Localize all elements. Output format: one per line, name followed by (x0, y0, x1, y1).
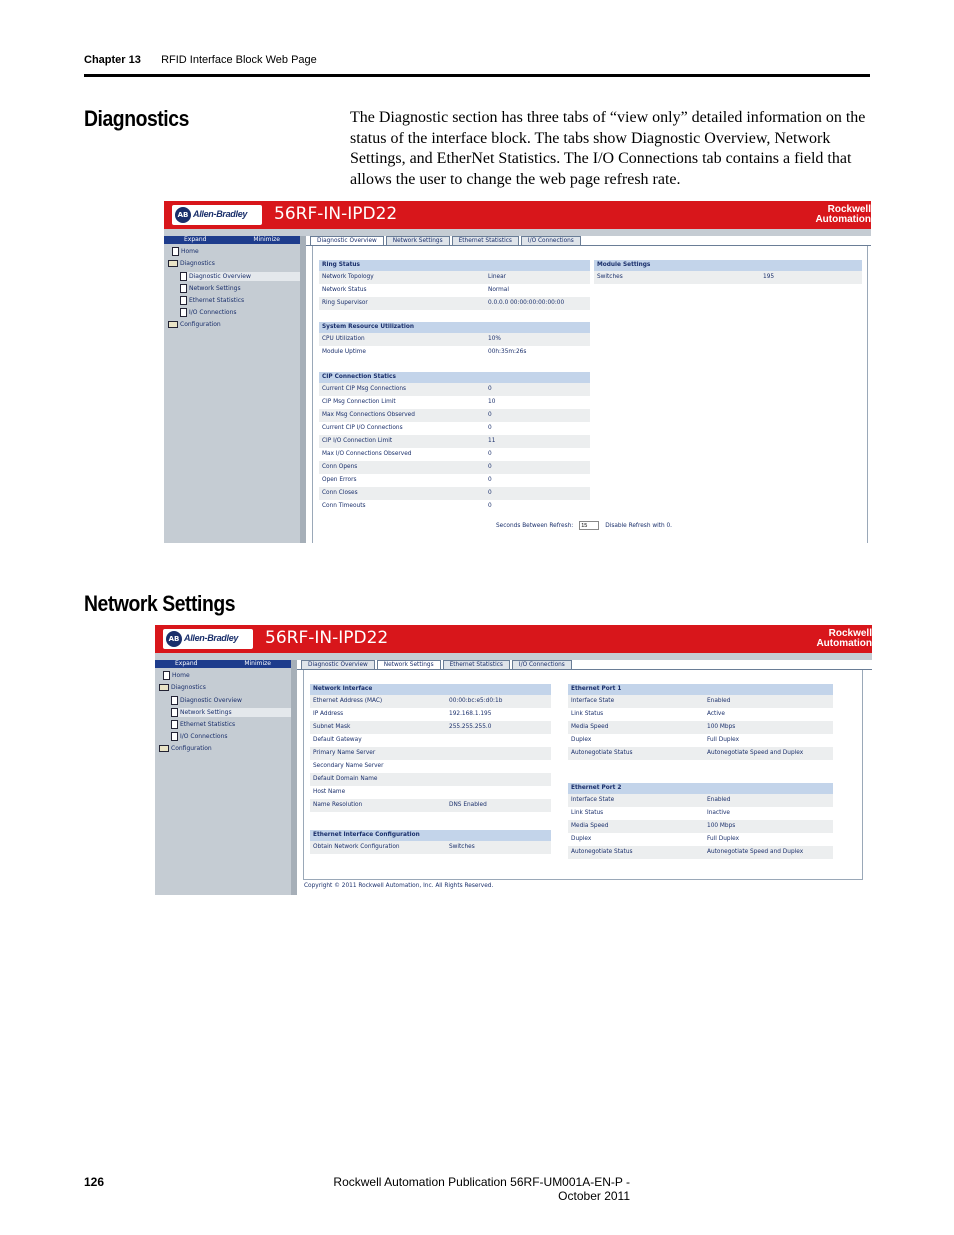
sidebar-item-home[interactable]: Home (172, 247, 199, 256)
row-label: Duplex (571, 737, 592, 743)
rockwell-logo: Rockwell Automation (815, 204, 871, 225)
table-row (310, 773, 551, 786)
expand-bar (164, 236, 300, 244)
table-row (319, 396, 590, 409)
section-title: Ring Status (319, 260, 590, 271)
section-title: Ethernet Interface Configuration (310, 830, 551, 841)
publication-info: Rockwell Automation Publication 56RF-UM001A-EN-P - October 2011 (333, 1175, 630, 1203)
refresh-input[interactable] (579, 521, 599, 530)
section-rows (319, 271, 590, 310)
table-row (319, 435, 590, 448)
banner (164, 201, 871, 229)
row-label: Current CIP Msg Connections (322, 386, 407, 392)
table-row (310, 841, 551, 854)
table-row (568, 807, 833, 820)
page-icon (172, 247, 179, 256)
interface-configuration-section (310, 830, 551, 854)
copyright-text: Copyright © 2011 Rockwell Automation, Inc. All Rights Reserved. (304, 883, 494, 889)
running-header (84, 54, 317, 66)
sidebar-item-ethernet-statistics[interactable]: Ethernet Statistics (180, 296, 244, 305)
tab-diagnostic-overview[interactable]: Diagnostic Overview (310, 236, 384, 245)
row-label: Conn Opens (322, 464, 358, 470)
table-row (319, 284, 590, 297)
row-label: CPU Utilization (322, 336, 365, 342)
row-value: 100 Mbps (707, 724, 736, 730)
page-icon (180, 272, 187, 281)
row-label: Primary Name Server (313, 750, 376, 756)
table-row (310, 708, 551, 721)
page-icon (180, 296, 187, 305)
refresh-control (496, 521, 672, 530)
table-row (594, 271, 862, 284)
cip-connection-section (319, 372, 590, 513)
table-row (319, 500, 590, 513)
row-label: Network Topology (322, 274, 374, 280)
row-value: 00h:35m:26s (488, 349, 527, 355)
tab-ethernet-statistics[interactable]: Ethernet Statistics (443, 660, 510, 669)
page-number: 126 (84, 1175, 105, 1189)
chapter-label: Chapter 13 (84, 54, 141, 66)
banner (155, 625, 872, 653)
row-label: Network Status (322, 287, 367, 293)
row-label: Current CIP I/O Connections (322, 425, 403, 431)
minimize-button[interactable]: Minimize (253, 236, 280, 243)
row-label: Max I/O Connections Observed (322, 451, 412, 457)
tab-ethernet-statistics[interactable]: Ethernet Statistics (452, 236, 519, 245)
row-value: 0 (488, 412, 492, 418)
content-area (306, 236, 871, 543)
network-settings-screenshot (155, 625, 872, 895)
row-label: Media Speed (571, 823, 609, 829)
row-value: 10 (488, 399, 496, 405)
page-icon (180, 284, 187, 293)
tab-bar (301, 660, 574, 669)
row-value: Autonegotiate Speed and Duplex (707, 750, 804, 756)
row-value: 0.0.0.0 00:00:00:00:00:00 (488, 300, 565, 306)
minimize-button[interactable]: Minimize (244, 660, 271, 667)
page-icon (171, 696, 178, 705)
table-row (319, 346, 590, 359)
row-value: 192.168.1.195 (449, 711, 492, 717)
table-row (319, 474, 590, 487)
ethernet-port-1-section (568, 684, 833, 760)
row-label: Autonegotiate Status (571, 750, 633, 756)
row-label: Ethernet Address (MAC) (313, 698, 383, 704)
page-icon (171, 708, 178, 717)
ethernet-port-2-section (568, 783, 833, 859)
sidebar-item-home[interactable]: Home (163, 671, 190, 680)
row-label: Switches (597, 274, 623, 280)
folder-icon (159, 745, 169, 752)
row-value: 0 (488, 386, 492, 392)
table-row (568, 708, 833, 721)
table-row (319, 297, 590, 310)
section-title: Ethernet Port 1 (568, 684, 833, 695)
sidebar-item-diagnostic-overview[interactable]: Diagnostic Overview (180, 272, 300, 281)
row-value: 00:00:bc:e5:d0:1b (449, 698, 503, 704)
row-value: 0 (488, 490, 492, 496)
section-title: CIP Connection Statics (319, 372, 590, 383)
content-area (297, 660, 872, 895)
ab-seal-icon: AB (166, 631, 182, 647)
refresh-label: Seconds Between Refresh: (496, 522, 574, 529)
row-label: Interface State (571, 797, 615, 803)
expand-button[interactable]: Expand (184, 236, 207, 243)
sidebar-item-ethernet-statistics[interactable]: Ethernet Statistics (171, 720, 235, 729)
model-title: 56RF-IN-IPD22 (274, 204, 398, 224)
tab-network-settings[interactable]: Network Settings (386, 236, 450, 245)
sidebar-item-network-settings[interactable]: Network Settings (180, 284, 241, 293)
rockwell-logo: Rockwell Automation (816, 628, 872, 649)
row-value: Autonegotiate Speed and Duplex (707, 849, 804, 855)
ab-seal-icon: AB (175, 207, 191, 223)
row-value: 11 (488, 438, 496, 444)
row-label: Subnet Mask (313, 724, 351, 730)
table-row (310, 747, 551, 760)
row-label: Host Name (313, 789, 346, 795)
row-value: 10% (488, 336, 501, 342)
row-value: 0 (488, 503, 492, 509)
row-value: Enabled (707, 797, 731, 803)
allen-bradley-logo: AB Allen-Bradley (163, 629, 253, 649)
expand-button[interactable]: Expand (175, 660, 198, 667)
folder-icon (168, 260, 178, 267)
tab-io-connections[interactable]: I/O Connections (512, 660, 572, 669)
section-rows (310, 841, 551, 854)
chapter-title: RFID Interface Block Web Page (161, 54, 317, 66)
diagnostics-heading: Diagnostics (84, 106, 189, 131)
row-value: 0 (488, 464, 492, 470)
row-value: 0 (488, 477, 492, 483)
section-title: Ethernet Port 2 (568, 783, 833, 794)
sidebar-item-io-connections[interactable]: I/O Connections (180, 308, 237, 317)
sidebar-item-network-settings[interactable]: Network Settings (171, 708, 291, 717)
page-icon (171, 720, 178, 729)
expand-bar (155, 660, 291, 668)
row-value: Inactive (707, 810, 731, 816)
row-label: IP Address (313, 711, 344, 717)
row-value: 255.255.255.0 (449, 724, 492, 730)
row-label: Media Speed (571, 724, 609, 730)
page-icon (180, 308, 187, 317)
network-interface-section (310, 684, 551, 812)
diagnostics-intro: The Diagnostic section has three tabs of “view only” detailed information on the status of the interface block. The tabs show Diagnostic Overview, Network Settings, and EtherNet Statistics. The I/O Connections tab contains a field that allows the user to change the web page refresh rate. (350, 109, 866, 188)
table-row (310, 760, 551, 773)
row-label: Conn Timeouts (322, 503, 366, 509)
table-row (319, 448, 590, 461)
section-rows (319, 383, 590, 513)
sidebar-item-diagnostic-overview[interactable]: Diagnostic Overview (171, 696, 242, 705)
row-value: Active (707, 711, 725, 717)
row-value: DNS Enabled (449, 802, 487, 808)
row-label: Default Domain Name (313, 776, 378, 782)
tab-diagnostic-overview[interactable]: Diagnostic Overview (301, 660, 375, 669)
row-label: Ring Supervisor (322, 300, 368, 306)
section-rows (568, 794, 833, 859)
row-label: Duplex (571, 836, 592, 842)
row-label: Autonegotiate Status (571, 849, 633, 855)
table-row (310, 721, 551, 734)
section-title: Module Settings (594, 260, 862, 271)
row-value: 100 Mbps (707, 823, 736, 829)
tab-io-connections[interactable]: I/O Connections (521, 236, 581, 245)
sidebar-item-configuration[interactable]: Configuration (168, 321, 221, 328)
table-row (310, 786, 551, 799)
system-resource-section (319, 322, 590, 359)
row-value: Full Duplex (707, 836, 740, 842)
section-rows (568, 695, 833, 760)
table-row (568, 747, 833, 760)
row-value: Enabled (707, 698, 731, 704)
row-value: 0 (488, 425, 492, 431)
row-value: Switches (449, 844, 475, 850)
section-title: Network Interface (310, 684, 551, 695)
table-row (568, 721, 833, 734)
table-row (568, 734, 833, 747)
table-row (568, 846, 833, 859)
allen-bradley-logo: AB Allen-Bradley (172, 205, 262, 225)
row-value: 195 (763, 274, 775, 280)
ring-status-section (319, 260, 590, 310)
table-row (319, 461, 590, 474)
table-row (568, 794, 833, 807)
page-icon (171, 732, 178, 741)
sidebar-item-diagnostics[interactable]: Diagnostics (168, 260, 215, 267)
row-label: Module Uptime (322, 349, 366, 355)
section-title: System Resource Utilization (319, 322, 590, 333)
row-label: Interface State (571, 698, 615, 704)
row-label: Max Msg Connections Observed (322, 412, 415, 418)
refresh-note: Disable Refresh with 0. (605, 522, 673, 529)
row-label: Obtain Network Configuration (313, 844, 400, 850)
table-row (319, 333, 590, 346)
folder-icon (159, 684, 169, 691)
table-row (319, 487, 590, 500)
tab-network-settings[interactable]: Network Settings (377, 660, 441, 669)
model-title: 56RF-IN-IPD22 (265, 628, 389, 648)
row-value: 0 (488, 451, 492, 457)
table-row (310, 799, 551, 812)
table-row (310, 695, 551, 708)
table-row (319, 271, 590, 284)
row-value: Linear (488, 274, 507, 280)
tab-bar (310, 236, 583, 245)
section-rows (594, 271, 862, 284)
folder-icon (168, 321, 178, 328)
row-label: Secondary Name Server (313, 763, 384, 769)
section-rows (319, 333, 590, 359)
table-row (568, 820, 833, 833)
section-rows (310, 695, 551, 812)
table-row (310, 734, 551, 747)
table-row (319, 383, 590, 396)
header-rule (84, 74, 870, 77)
row-label: Link Status (571, 711, 604, 717)
row-label: Default Gateway (313, 737, 362, 743)
table-row (568, 695, 833, 708)
table-row (319, 409, 590, 422)
row-label: Conn Closes (322, 490, 358, 496)
module-settings-section (594, 260, 862, 284)
network-settings-heading: Network Settings (84, 591, 236, 616)
row-label: Link Status (571, 810, 604, 816)
sidebar-item-diagnostics[interactable]: Diagnostics (159, 684, 206, 691)
row-value: Normal (488, 287, 509, 293)
row-label: CIP Msg Connection Limit (322, 399, 396, 405)
row-label: Name Resolution (313, 802, 363, 808)
row-value: Full Duplex (707, 737, 740, 743)
table-row (319, 422, 590, 435)
sidebar-item-io-connections[interactable]: I/O Connections (171, 732, 228, 741)
row-label: CIP I/O Connection Limit (322, 438, 393, 444)
row-label: Open Errors (322, 477, 357, 483)
table-row (568, 833, 833, 846)
diagnostic-overview-screenshot (164, 201, 871, 543)
page-icon (163, 671, 170, 680)
sidebar-item-configuration[interactable]: Configuration (159, 745, 212, 752)
